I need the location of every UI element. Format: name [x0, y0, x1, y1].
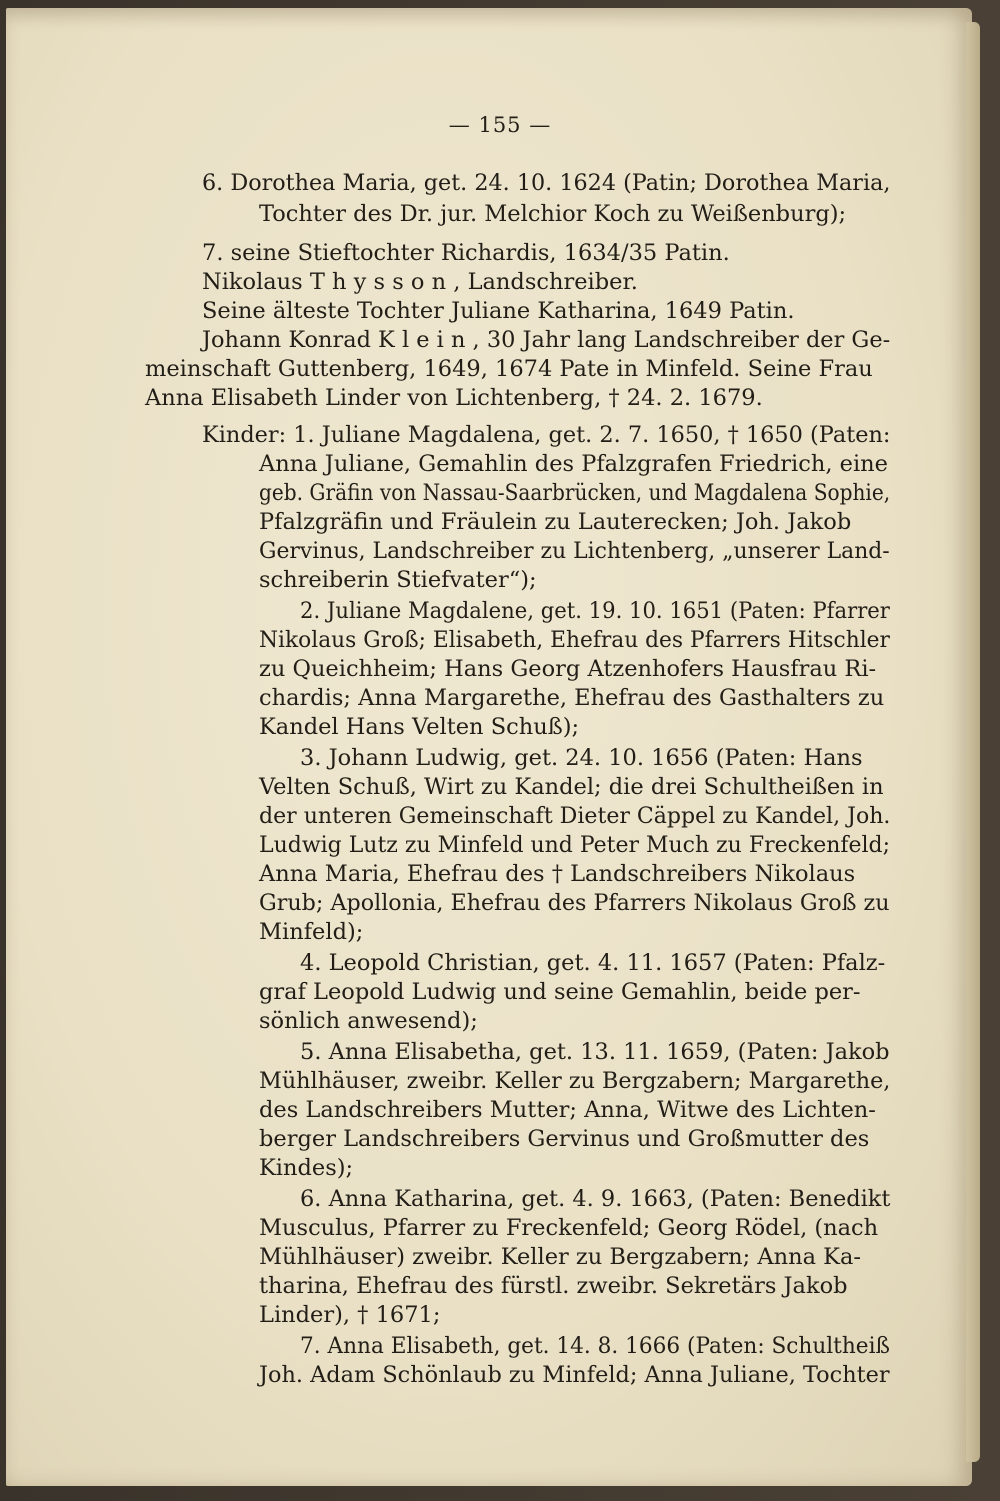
- text-line: Johann Konrad K l e i n , 30 Jahr lang Landschreiber der Ge-: [202, 327, 891, 353]
- text-line: Joh. Adam Schönlaub zu Minfeld; Anna Juliane, Tochter: [259, 1362, 890, 1388]
- text-line: der unteren Gemeinschaft Dieter Cäppel zu Kandel, Joh.: [259, 803, 891, 829]
- text-line: chardis; Anna Margarethe, Ehefrau des Gasthalters zu: [259, 685, 885, 711]
- text-line: berger Landschreibers Gervinus und Großmutter des: [259, 1126, 870, 1152]
- text-line: Musculus, Pfarrer zu Freckenfeld; Georg Rödel, (nach: [259, 1215, 879, 1241]
- text-line: Seine älteste Tochter Juliane Katharina, 1649 Patin.: [202, 298, 795, 324]
- text-line: Kindes);: [259, 1155, 354, 1181]
- text-line: 2. Juliane Magdalene, get. 19. 10. 1651 (Paten: Pfarrer: [300, 598, 890, 624]
- text-line: 6. Dorothea Maria, get. 24. 10. 1624 (Patin; Dorothea Maria,: [202, 170, 891, 196]
- text-line: schreiberin Stiefvater“);: [259, 567, 537, 593]
- text-line: Minfeld);: [259, 919, 364, 945]
- text-line: Anna Elisabeth Linder von Lichtenberg, † 24. 2. 1679.: [145, 385, 763, 411]
- text-line: 7. Anna Elisabeth, get. 14. 8. 1666 (Paten: Schultheiß: [300, 1333, 890, 1359]
- text-line: 3. Johann Ludwig, get. 24. 10. 1656 (Paten: Hans: [300, 745, 863, 771]
- text-line: Pfalzgräfin und Fräulein zu Lauterecken; Joh. Jakob: [259, 509, 852, 535]
- text-line: 4. Leopold Christian, get. 4. 11. 1657 (Paten: Pfalz-: [300, 950, 886, 976]
- text-line: sönlich anwesend);: [259, 1008, 478, 1034]
- text-line: Anna Maria, Ehefrau des † Landschreibers Nikolaus: [259, 861, 856, 887]
- text-line: Mühlhäuser, zweibr. Keller zu Bergzabern; Margarethe,: [259, 1068, 891, 1094]
- text-line: meinschaft Guttenberg, 1649, 1674 Pate in Minfeld. Seine Frau: [145, 356, 873, 382]
- text-line: Kinder: 1. Juliane Magdalena, get. 2. 7. 1650, † 1650 (Paten:: [202, 422, 891, 448]
- text-line: des Landschreibers Mutter; Anna, Witwe des Lichten-: [259, 1097, 876, 1123]
- text-line: zu Queichheim; Hans Georg Atzenhofers Hausfrau Ri-: [259, 656, 877, 682]
- text-line: Tochter des Dr. jur. Melchior Koch zu Weißenburg);: [259, 201, 847, 227]
- text-line: 6. Anna Katharina, get. 4. 9. 1663, (Paten: Benedikt: [300, 1186, 891, 1212]
- text-line: Gervinus, Landschreiber zu Lichtenberg, „unserer Land-: [259, 538, 890, 564]
- text-line: Anna Juliane, Gemahlin des Pfalzgrafen Friedrich, eine: [259, 451, 888, 477]
- page-number: — 155 —: [448, 113, 552, 137]
- text-line: graf Leopold Ludwig und seine Gemahlin, beide per-: [259, 979, 861, 1005]
- text-line: Linder), † 1671;: [259, 1302, 441, 1328]
- text-line: Grub; Apollonia, Ehefrau des Pfarrers Nikolaus Groß zu: [259, 890, 890, 916]
- page-edge: [966, 22, 980, 1462]
- text-line: Nikolaus T h y s s o n , Landschreiber.: [202, 269, 638, 295]
- text-line: Velten Schuß, Wirt zu Kandel; die drei Schultheißen in: [259, 774, 884, 800]
- text-line: 5. Anna Elisabetha, get. 13. 11. 1659, (Paten: Jakob: [300, 1039, 890, 1065]
- text-line: geb. Gräfin von Nassau-Saarbrücken, und Magdalena Sophie,: [259, 480, 891, 506]
- text-line: 7. seine Stieftochter Richardis, 1634/35 Patin.: [202, 240, 730, 266]
- text-line: Ludwig Lutz zu Minfeld und Peter Much zu Freckenfeld;: [259, 832, 891, 858]
- text-line: Nikolaus Groß; Elisabeth, Ehefrau des Pfarrers Hitschler: [259, 627, 890, 653]
- text-line: tharina, Ehefrau des fürstl. zweibr. Sekretärs Jakob: [259, 1273, 848, 1299]
- text-line: Mühlhäuser) zweibr. Keller zu Bergzabern; Anna Ka-: [259, 1244, 862, 1270]
- text-line: Kandel Hans Velten Schuß);: [259, 714, 580, 740]
